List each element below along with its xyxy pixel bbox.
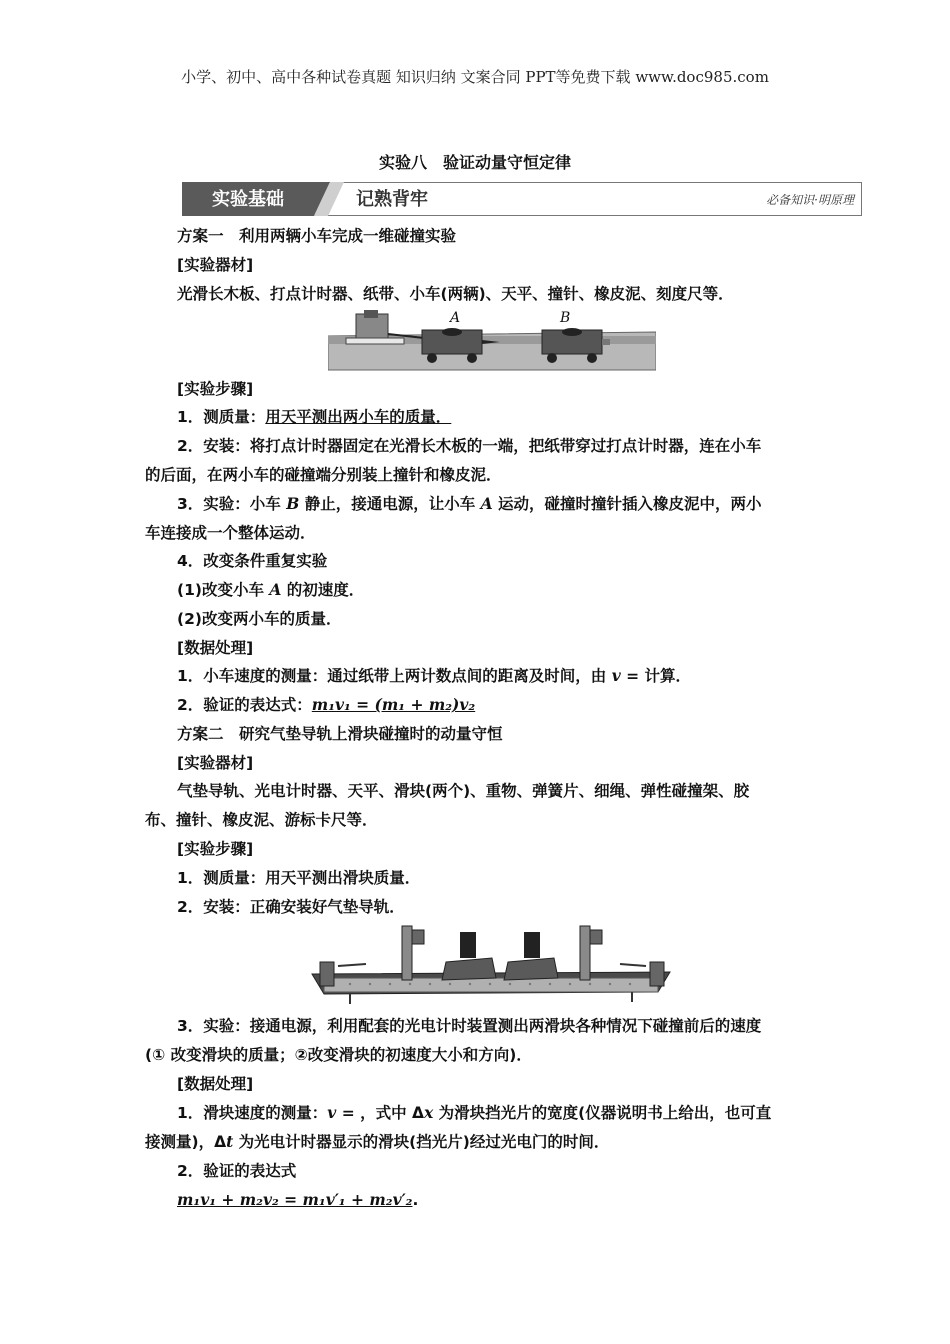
- scheme2-formula: [177, 1189, 418, 1211]
- scheme1-step4: 4．改变条件重复实验: [177, 552, 328, 570]
- scheme2-data1-part5: 为滑块挡光片的宽度(仪器说明书上给出，也可直: [433, 1104, 772, 1122]
- scheme1-step1-label: 1．测质量：: [177, 408, 266, 426]
- scheme1-step3-line2: 车连接成一个整体运动．: [145, 524, 316, 542]
- scheme1-step4-sub2: (2)改变两小车的质量．: [177, 610, 342, 628]
- scheme2-formula-period: .: [412, 1191, 419, 1209]
- scheme2-formula-text: m₁v₁ + m₂v₂ = m₁v′₁ + m₂v′₂: [177, 1190, 413, 1209]
- scheme1-step3-part1: 3．实验：小车: [177, 495, 287, 513]
- scheme2-data1-line2: [145, 1131, 609, 1153]
- cart-collision-figure: [328, 308, 656, 372]
- scheme2-step2: 2．安装：正确安装好气垫导轨．: [177, 898, 405, 916]
- scheme1-step1-answer: 用天平测出两小车的质量．: [265, 408, 452, 426]
- scheme2-steps-heading: [实验步骤]: [177, 840, 254, 858]
- scheme1-step4-sub1: [177, 579, 364, 601]
- scheme2-step3-line1: 3．实验：接通电源，利用配套的光电计时装置测出两滑块各种情况下碰撞前后的速度: [177, 1017, 762, 1035]
- scheme1-step2-line2: 的后面，在两小车的碰撞端分别装上撞针和橡皮泥．: [145, 466, 502, 484]
- scheme1-step3-var-b: B: [286, 494, 300, 513]
- scheme2-data1-part1: 1．滑块速度的测量：: [177, 1104, 328, 1122]
- scheme1-step3-line1: [177, 493, 762, 515]
- scheme2-equip-line2: 布、撞针、橡皮泥、游标卡尺等．: [145, 811, 378, 829]
- banner-mid-label: 记熟背牢: [356, 189, 428, 210]
- scheme1-data-heading: [数据处理]: [177, 639, 254, 657]
- scheme1-step4-sub1-part1: (1)改变小车: [177, 581, 270, 599]
- scheme1-steps-heading: [实验步骤]: [177, 380, 254, 398]
- scheme1-step3-part3: 静止，接通电源，让小车: [299, 495, 481, 513]
- scheme2-data1b-part3: 为光电计时器显示的滑块(挡光片)经过光电门的时间．: [233, 1133, 610, 1151]
- scheme1-step3-var-a: A: [480, 494, 493, 513]
- cart-b-label: B: [560, 310, 571, 326]
- scheme1-equip-text: 光滑长木板、打点计时器、纸带、小车(两辆)、天平、撞针、橡皮泥、刻度尺等．: [177, 285, 734, 303]
- scheme1-data1-var: v: [611, 666, 621, 685]
- scheme2-data1-part3: = ，式中 Δ: [336, 1104, 424, 1122]
- scheme1-step1: [177, 406, 451, 428]
- scheme1-data1-part1: 1．小车速度的测量：通过纸带上两计数点间的距离及时间，由: [177, 667, 612, 685]
- page-title: 实验八 验证动量守恒定律: [378, 153, 571, 172]
- scheme1-heading: 方案一 利用两辆小车完成一维碰撞实验: [177, 227, 457, 245]
- scheme2-data1b-var-t: t: [226, 1132, 234, 1151]
- cart-a-label: A: [450, 310, 461, 326]
- scheme2-data1-line1: [177, 1102, 771, 1124]
- scheme1-step4-sub1-part3: 的初速度．: [281, 581, 365, 599]
- scheme2-equip-heading: [实验器材]: [177, 754, 254, 772]
- scheme1-equip-heading: [实验器材]: [177, 256, 254, 274]
- scheme1-formula: m₁v₁ = (m₁ + m₂)v₂: [311, 695, 476, 714]
- scheme1-data2-label: 2．验证的表达式：: [177, 696, 312, 714]
- banner-left-label: 实验基础: [212, 189, 284, 210]
- scheme1-data2: [177, 694, 475, 716]
- page-header: 小学、初中、高中各种试卷真题 知识归纳 文案合同 PPT等免费下载 www.doc985.com: [181, 68, 769, 86]
- scheme2-data1-var-v: v: [327, 1103, 337, 1122]
- scheme2-step3-line2: (① 改变滑块的质量；②改变滑块的初速度大小和方向)．: [145, 1046, 532, 1064]
- section-banner: [182, 182, 862, 216]
- scheme2-data1b-part1: 接测量)，Δ: [145, 1133, 227, 1151]
- scheme1-data1-part3: = 计算．: [620, 667, 691, 685]
- air-track-figure: [310, 922, 672, 1008]
- scheme2-step1: 1．测质量：用天平测出滑块质量．: [177, 869, 421, 887]
- scheme2-data2: 2．验证的表达式: [177, 1162, 297, 1180]
- scheme1-step4-sub1-var: A: [269, 580, 282, 599]
- scheme2-equip-line1: 气垫导轨、光电计时器、天平、滑块(两个)、重物、弹簧片、细绳、弹性碰撞架、胶: [177, 782, 750, 800]
- scheme1-data1: [177, 665, 691, 687]
- scheme1-step3-part5: 运动，碰撞时撞针插入橡皮泥中，两小: [492, 495, 762, 513]
- scheme1-step2-line1: 2．安装：将打点计时器固定在光滑长木板的一端，把纸带穿过打点计时器，连在小车: [177, 437, 762, 455]
- banner-right-label: 必备知识·明原理: [766, 193, 854, 207]
- scheme2-data1-var-x: x: [424, 1103, 434, 1122]
- scheme2-data-heading: [数据处理]: [177, 1075, 254, 1093]
- scheme2-heading: 方案二 研究气垫导轨上滑块碰撞时的动量守恒: [177, 725, 503, 743]
